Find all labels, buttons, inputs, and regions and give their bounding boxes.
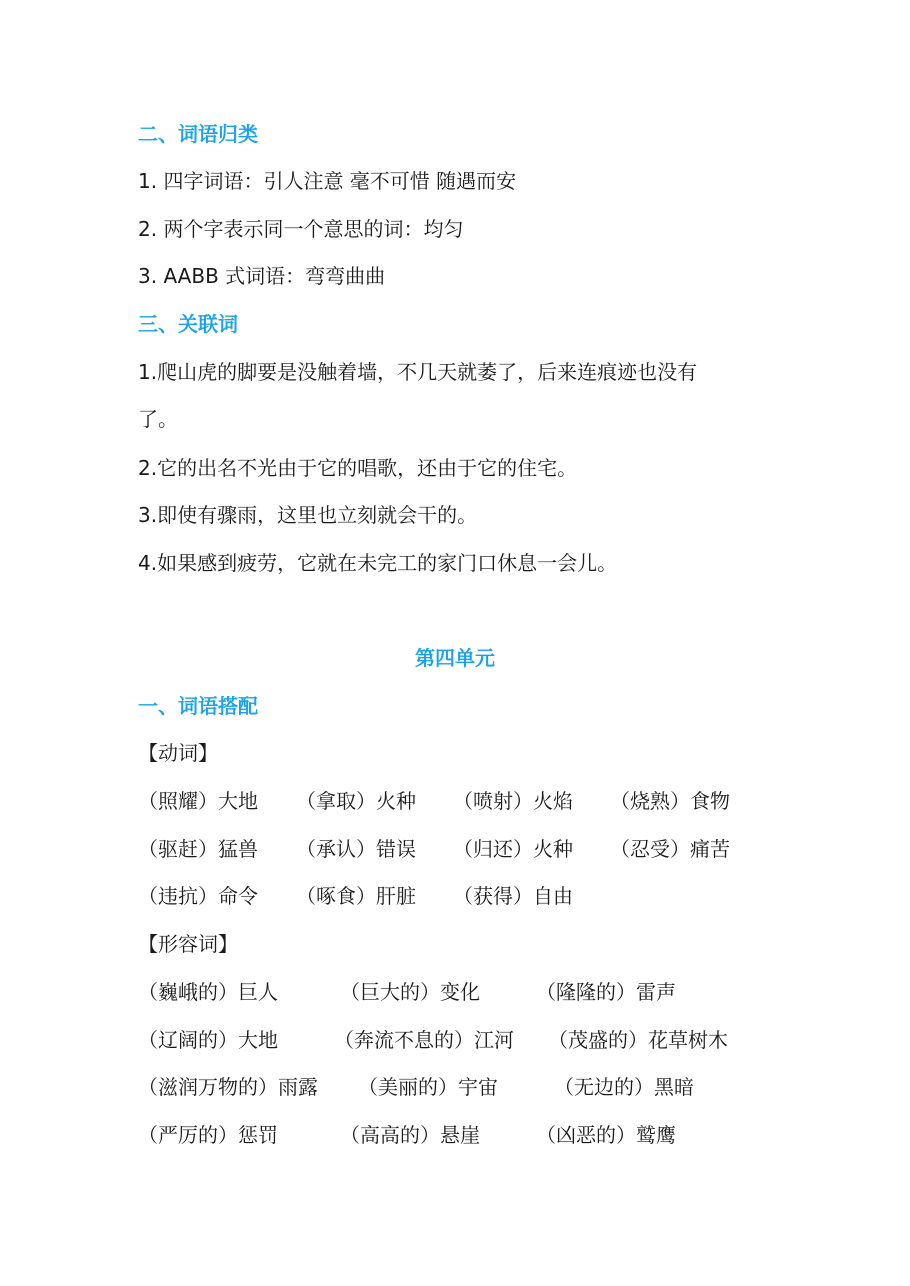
subheading-adjectives: 【形容词】 <box>138 932 238 956</box>
adjective-pair: （巍峨的）巨人 <box>138 980 278 1004</box>
verb-pair: （忍受）痛苦 <box>610 837 730 861</box>
list-item: 1.爬山虎的脚要是没触着墙，不几天就萎了，后来连痕迹也没有 <box>138 360 698 384</box>
adjective-pair: （辽阔的）大地 <box>138 1028 278 1052</box>
list-item: 2.它的出名不光由于它的唱歌，还由于它的住宅。 <box>138 456 578 480</box>
section-heading-word-pairing: 一、词语搭配 <box>138 694 258 718</box>
verb-pair: （违抗）命令 <box>138 884 258 908</box>
adjective-pair: （滋润万物的）雨露 <box>138 1075 318 1099</box>
list-item-continuation: 了。 <box>138 407 178 431</box>
verb-pair: （喷射）火焰 <box>453 789 573 813</box>
verb-pair: （获得）自由 <box>453 884 573 908</box>
adjective-pair: （凶恶的）鹫鹰 <box>536 1123 676 1147</box>
list-item: 4.如果感到疲劳，它就在未完工的家门口休息一会儿。 <box>138 551 618 575</box>
adjective-pair: （美丽的）宇宙 <box>358 1075 498 1099</box>
list-item: 3.即使有骤雨，这里也立刻就会干的。 <box>138 503 478 527</box>
verb-pair: （拿取）火种 <box>296 789 416 813</box>
verb-pair: （烧熟）食物 <box>610 789 730 813</box>
verb-pair: （承认）错误 <box>296 837 416 861</box>
adjective-pair: （隆隆的）雷声 <box>536 980 676 1004</box>
unit-title: 第四单元 <box>415 646 495 670</box>
adjective-pair: （无边的）黑暗 <box>554 1075 694 1099</box>
list-item: 3. AABB 式词语：弯弯曲曲 <box>138 264 386 288</box>
adjective-pair: （茂盛的）花草树木 <box>548 1028 728 1052</box>
verb-pair: （照耀）大地 <box>138 789 258 813</box>
adjective-pair: （严厉的）惩罚 <box>138 1123 278 1147</box>
list-item: 1. 四字词语：引人注意 毫不可惜 随遇而安 <box>138 169 517 193</box>
section-heading-conjunctions: 三、关联词 <box>138 312 238 336</box>
adjective-pair: （巨大的）变化 <box>340 980 480 1004</box>
subheading-verbs: 【动词】 <box>138 741 218 765</box>
adjective-pair: （高高的）悬崖 <box>340 1123 480 1147</box>
section-heading-word-classification: 二、词语归类 <box>138 122 258 146</box>
verb-pair: （啄食）肝脏 <box>296 884 416 908</box>
verb-pair: （归还）火种 <box>453 837 573 861</box>
list-item: 2. 两个字表示同一个意思的词：均匀 <box>138 217 464 241</box>
verb-pair: （驱赶）猛兽 <box>138 837 258 861</box>
adjective-pair: （奔流不息的）江河 <box>334 1028 514 1052</box>
